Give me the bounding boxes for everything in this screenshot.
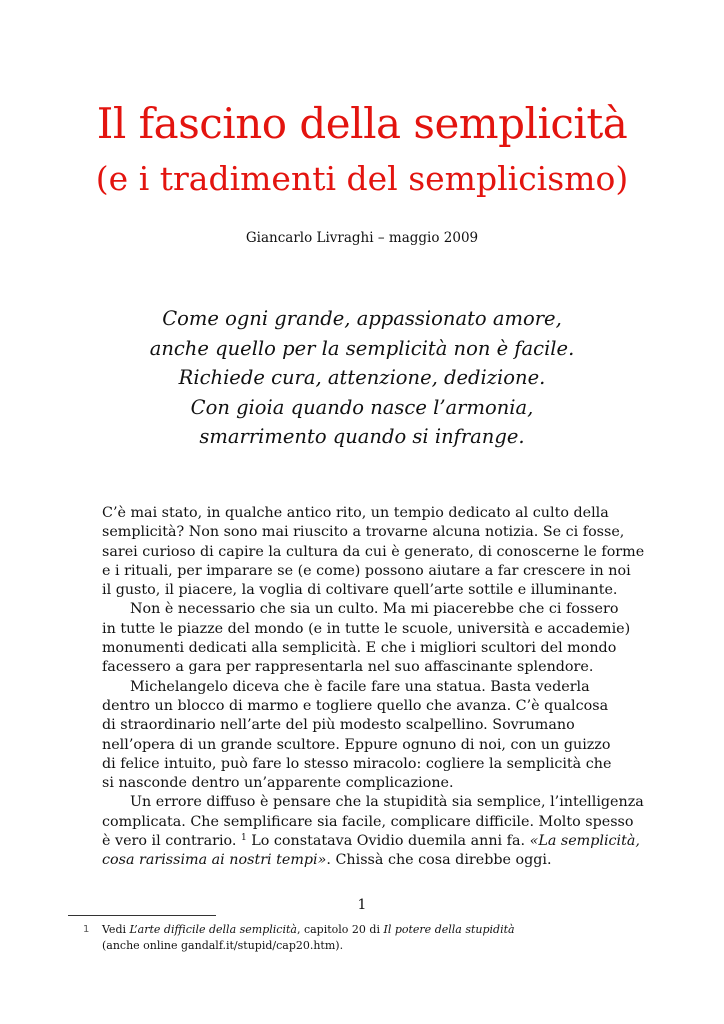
text-line: Un errore diffuso è pensare che la stupidità sia semplice, l’intelligenza (130, 794, 644, 811)
epigraph-line: Con gioia quando nasce l’armonia, (190, 395, 534, 419)
text-span: Lo constatava Ovidio duemila anni fa. (246, 833, 530, 850)
footnote-line: (anche online gandalf.it/stupid/cap20.htm). (102, 938, 344, 952)
text-span: è vero il contrario. (102, 833, 241, 850)
text-line: e i rituali, per imparare se (e come) possono aiutare a far crescere in noi (102, 562, 631, 579)
text-span: . Chissà che cosa direbbe oggi. (326, 852, 552, 869)
book-title: L’arte difficile della semplicità (129, 923, 297, 936)
text-line: nell’opera di un grande scultore. Eppure ognuno di noi, con un guizzo (102, 736, 611, 753)
page-subtitle: (e i tradimenti del semplicismo) (95, 159, 629, 198)
paragraph-3 (102, 678, 632, 794)
book-title: Il potere della stupidità (383, 923, 515, 936)
text-line: monumenti dedicati alla semplicità. E che i migliori scultori del mondo (102, 640, 617, 657)
footnote (83, 922, 662, 953)
text-line (102, 832, 640, 851)
text-line (102, 851, 632, 870)
text-line: di straordinario nell’arte del più modesto scalpellino. Sovrumano (102, 717, 575, 734)
text-line: C’è mai stato, in qualche antico rito, un tempio dedicato al culto della (102, 505, 609, 521)
ovid-quote: cosa rarissima ai nostri tempi» (102, 852, 327, 869)
paragraph-1 (102, 504, 645, 600)
body-text (102, 504, 645, 871)
text-line: il gusto, il piacere, la voglia di coltivare quell’arte sottile e illuminante. (102, 582, 618, 599)
text-span: Vedi (102, 923, 130, 936)
epigraph-line: anche quello per la semplicità non è facile. (149, 336, 575, 360)
author-date-byline: Giancarlo Livraghi – maggio 2009 (245, 230, 479, 246)
paragraph-2 (102, 600, 632, 677)
page-title: Il fascino della semplicità (96, 99, 628, 148)
text-line: di felice intuito, può fare lo stesso miracolo: cogliere la semplicità che (102, 755, 612, 772)
text-line: si nasconde dentro un’apparente complicazione. (102, 775, 454, 792)
epigraph-line: smarrimento quando si infrange. (199, 425, 525, 448)
ovid-quote: «La semplicità, (529, 833, 640, 850)
paragraph-4 (102, 793, 644, 870)
text-line: complicata. Che semplificare sia facile, complicare difficile. Molto spesso (102, 813, 634, 830)
footnote-divider (68, 915, 216, 916)
text-line: Non è necessario che sia un culto. Ma mi piacerebbe che ci fossero (130, 601, 619, 618)
footnote-reference[interactable]: 1 (241, 833, 247, 844)
epigraph-line: Richiede cura, attenzione, dedizione. (178, 366, 546, 389)
footnote-number: 1 (83, 924, 90, 935)
epigraph-line: Come ogni grande, appassionato amore, (162, 307, 562, 330)
epigraph (0, 304, 724, 452)
text-line: in tutte le piazze del mondo (e in tutte le scuole, università e accademie) (102, 620, 631, 637)
footnote-line (102, 922, 662, 938)
text-line: semplicità? Non sono mai riuscito a trovarne alcuna notizia. Se ci fosse, (102, 524, 625, 541)
text-line: dentro un blocco di marmo e togliere quello che avanza. C’è qualcosa (102, 697, 609, 714)
text-line: sarei curioso di capire la cultura da cui è generato, di conoscerne le forme (102, 543, 645, 560)
text-span: , capitolo 20 di (296, 923, 384, 936)
text-line: Michelangelo diceva che è facile fare una statua. Basta vederla (130, 678, 590, 695)
text-line: facessero a gara per rappresentarla nel suo affascinante splendore. (102, 659, 594, 676)
page-number: 1 (357, 897, 367, 913)
